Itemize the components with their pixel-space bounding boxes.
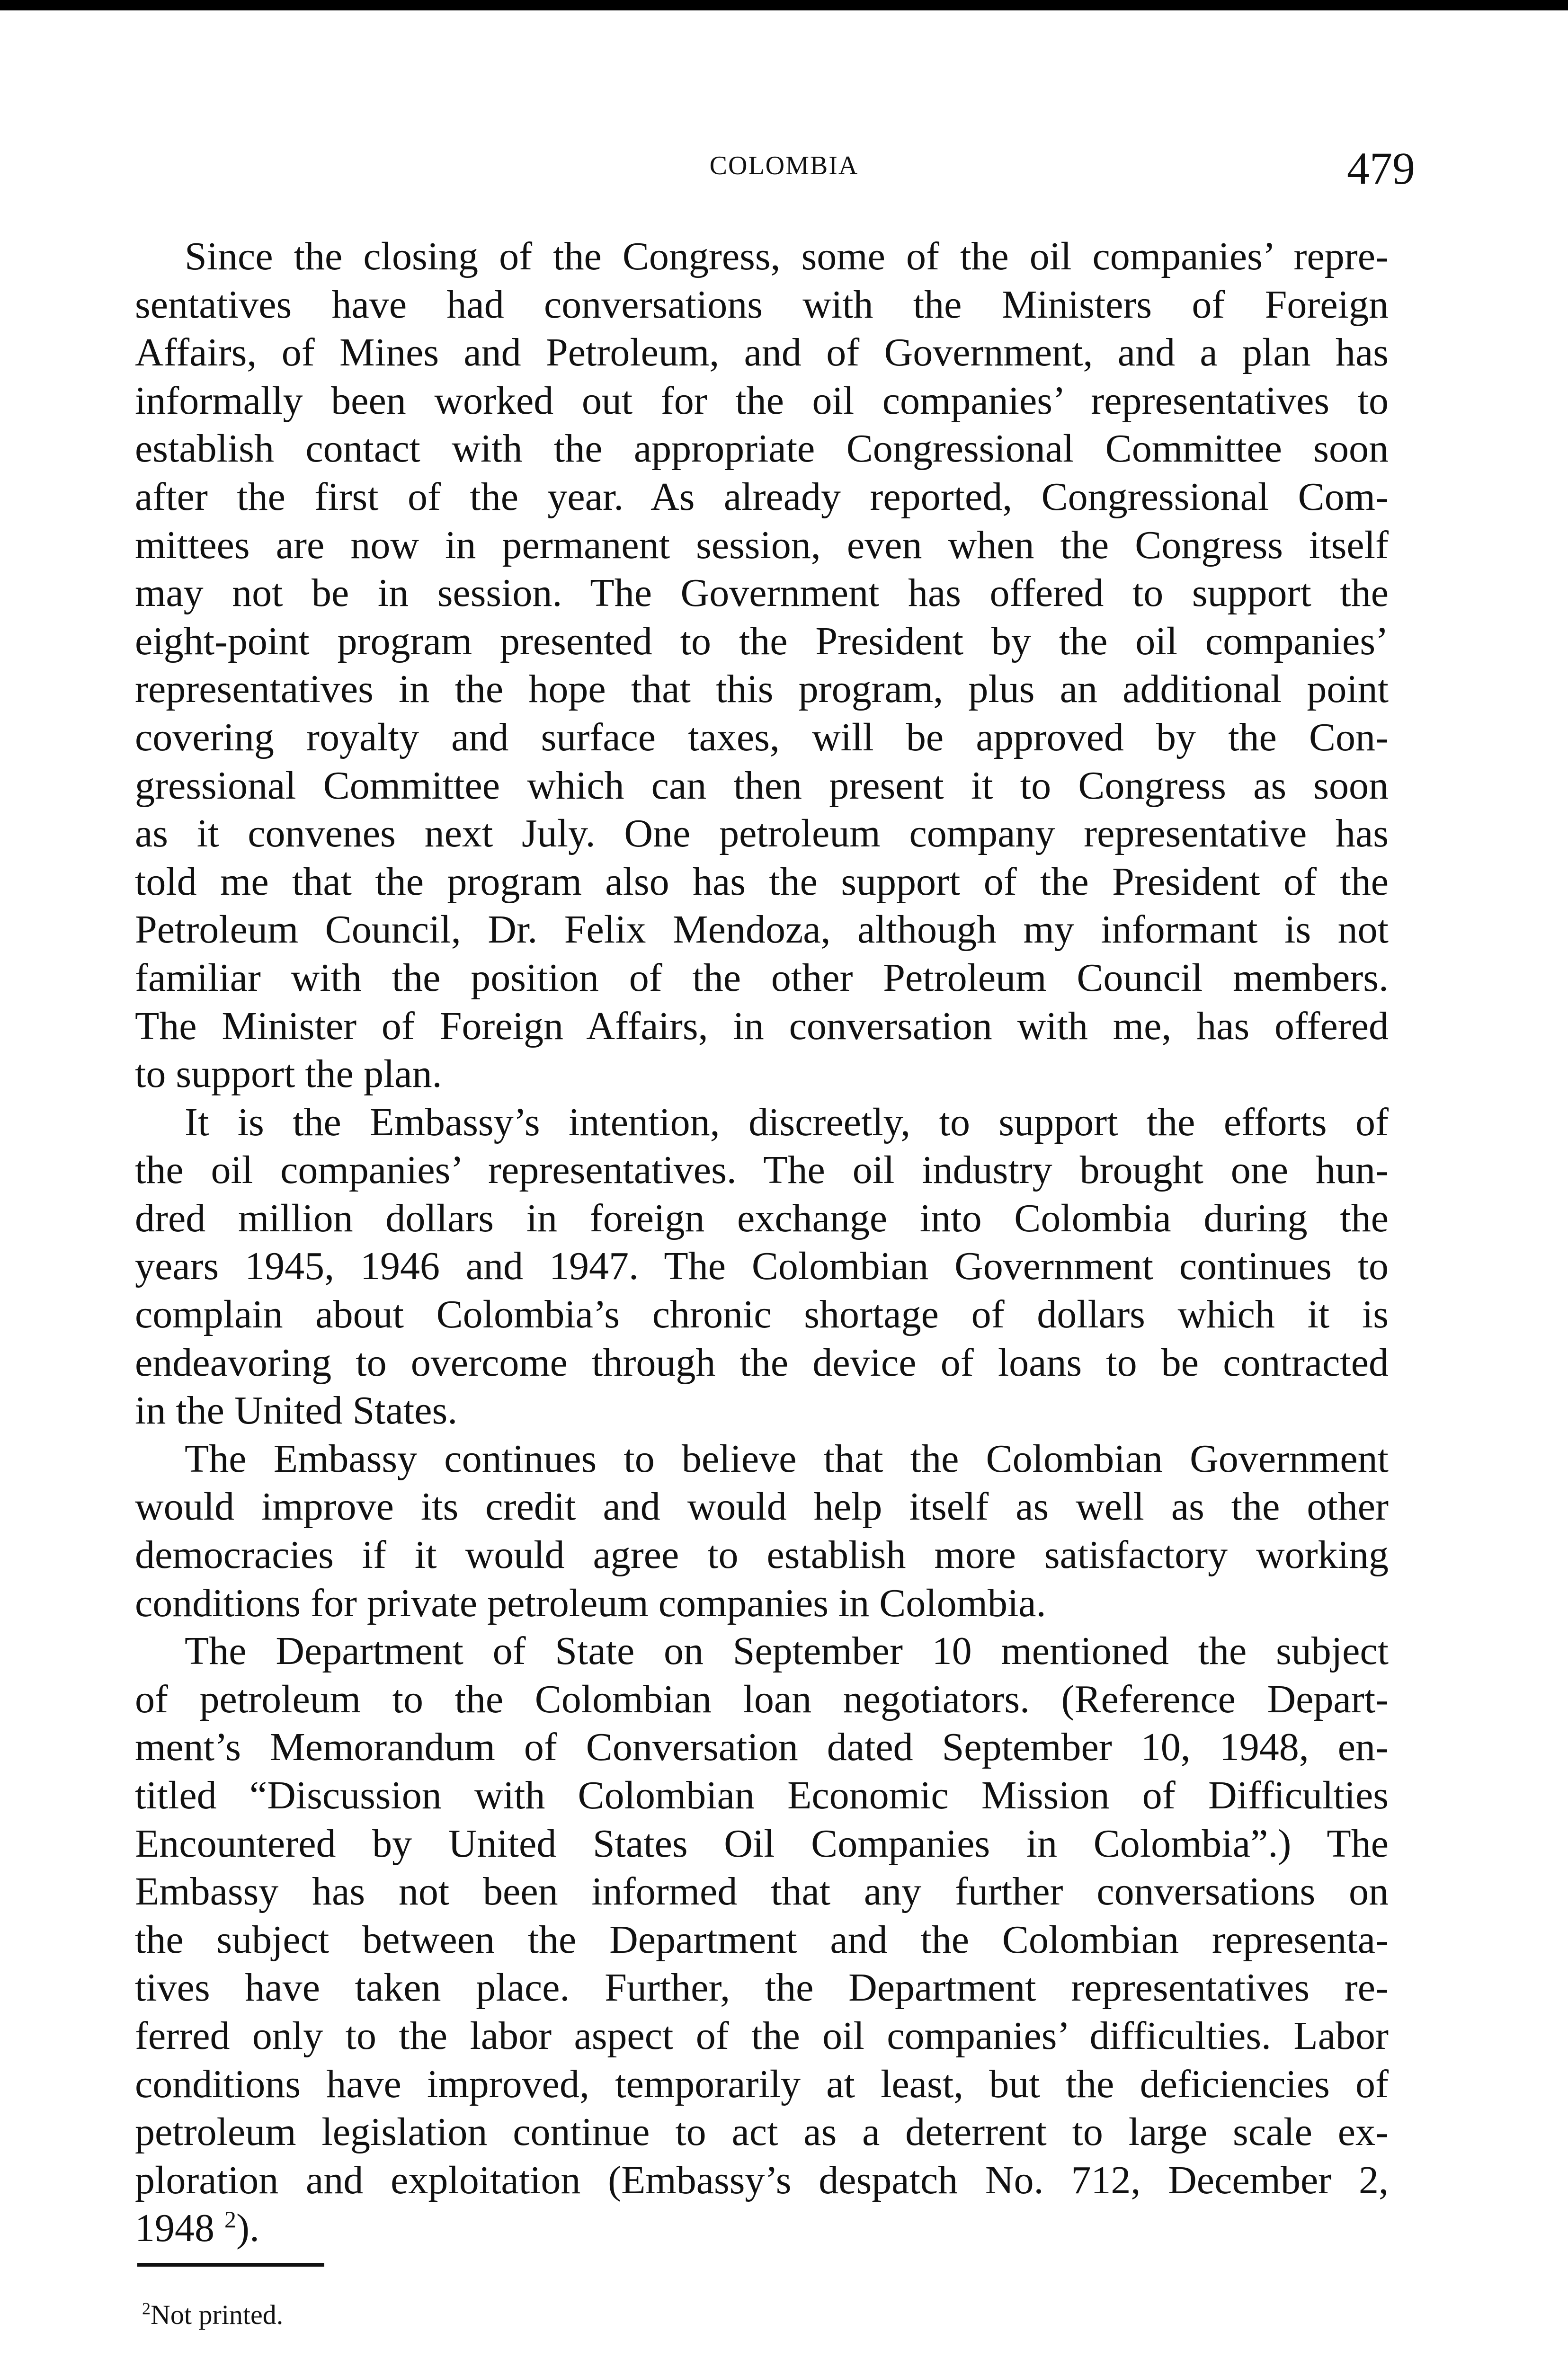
text-line: covering royalty and surface taxes, will be approved by the Con-	[135, 715, 1389, 759]
page-number: 479	[1347, 143, 1415, 194]
text-line: Petroleum Council, Dr. Felix Mendoza, although my informant is not	[135, 908, 1389, 952]
footnote-reference: 2	[224, 2206, 236, 2233]
text-line: of petroleum to the Colombian loan negotiators. (Reference Depart-	[135, 1677, 1389, 1721]
text-line: conditions have improved, temporarily at least, but the deficiencies of	[135, 2062, 1389, 2106]
footnote-rule	[137, 2263, 324, 2267]
footnote-text: Not printed.	[151, 2299, 284, 2330]
paragraph	[135, 1627, 1389, 2252]
scan-edge-bar	[0, 0, 1568, 10]
text-line: the oil companies’ representatives. The oil industry brought one hun-	[135, 1148, 1389, 1192]
footnote-marker: 2	[142, 2299, 151, 2318]
text-line: dred million dollars in foreign exchange into Colombia during the	[135, 1196, 1389, 1240]
text-line: representatives in the hope that this program, plus an additional point	[135, 667, 1389, 712]
text-line: endeavoring to overcome through the device of loans to be contracted	[135, 1340, 1389, 1385]
text-line: ment’s Memorandum of Conversation dated September 10, 1948, en-	[135, 1725, 1389, 1770]
text-line: to support the plan.	[135, 1052, 442, 1096]
paragraph	[135, 1435, 1389, 1627]
text-line: The Minister of Foreign Affairs, in conversation with me, has offered	[135, 1004, 1389, 1048]
text-line: in the United States.	[135, 1388, 458, 1433]
text-line	[135, 2204, 1389, 2252]
text-line-content: 1948	[135, 2206, 214, 2251]
footnote	[142, 2298, 283, 2331]
text-line: titled “Discussion with Colombian Economic Mission of Difficulties	[135, 1773, 1389, 1817]
text-line: would improve its credit and would help itself as well as the other	[135, 1485, 1389, 1529]
text-line: tives have taken place. Further, the Department representatives re-	[135, 1966, 1389, 2010]
text-line: ploration and exploitation (Embassy’s despatch No. 712, December 2,	[135, 2158, 1389, 2202]
running-title: COLOMBIA	[709, 151, 859, 180]
text-line: informally been worked out for the oil companies’ representatives to	[135, 378, 1389, 423]
text-line: sentatives have had conversations with the Ministers of Foreign	[135, 282, 1389, 327]
text-line: as it convenes next July. One petroleum company representative has	[135, 811, 1389, 856]
text-line: familiar with the position of the other Petroleum Council members.	[135, 955, 1389, 1000]
text-line: Encountered by United States Oil Companies in Colombia”.) The	[135, 1821, 1389, 1866]
text-line: democracies if it would agree to establish more satisfactory working	[135, 1533, 1389, 1577]
text-line: after the first of the year. As already reported, Congressional Com-	[135, 474, 1389, 519]
text-line: petroleum legislation continue to act as a deterrent to large scale ex-	[135, 2110, 1389, 2154]
text-line: ferred only to the labor aspect of the oil companies’ difficulties. Labor	[135, 2013, 1389, 2058]
text-line: eight-point program presented to the President by the oil companies’	[135, 619, 1389, 663]
text-line: Since the closing of the Congress, some of the oil companies’ repre-	[185, 234, 1389, 278]
text-line: complain about Colombia’s chronic shortage of dollars which it is	[135, 1292, 1389, 1337]
text-line: Embassy has not been informed that any further conversations on	[135, 1869, 1389, 1914]
text-line: Affairs, of Mines and Petroleum, and of Government, and a plan has	[135, 330, 1389, 375]
text-line: told me that the program also has the support of the President of the	[135, 859, 1389, 904]
paragraph	[135, 1098, 1389, 1435]
paragraph	[135, 232, 1389, 1098]
text-line: establish contact with the appropriate Congressional Committee soon	[135, 427, 1389, 471]
text-line: years 1945, 1946 and 1947. The Colombian Government continues to	[135, 1244, 1389, 1289]
text-line: It is the Embassy’s intention, discreetly, to support the efforts of	[185, 1100, 1389, 1144]
text-line: mittees are now in permanent session, even when the Congress itself	[135, 523, 1389, 567]
text-line: may not be in session. The Government has offered to support the	[135, 571, 1389, 615]
text-line: the subject between the Department and the Colombian representa-	[135, 1917, 1389, 1962]
text-line: gressional Committee which can then present it to Congress as soon	[135, 763, 1389, 808]
body-text	[135, 232, 1389, 2252]
text-line: The Embassy continues to believe that the Colombian Government	[185, 1436, 1389, 1481]
text-line: conditions for private petroleum companies in Colombia.	[135, 1581, 1046, 1625]
text-line: The Department of State on September 10 mentioned the subject	[185, 1629, 1389, 1673]
text-suffix: ).	[236, 2206, 259, 2251]
